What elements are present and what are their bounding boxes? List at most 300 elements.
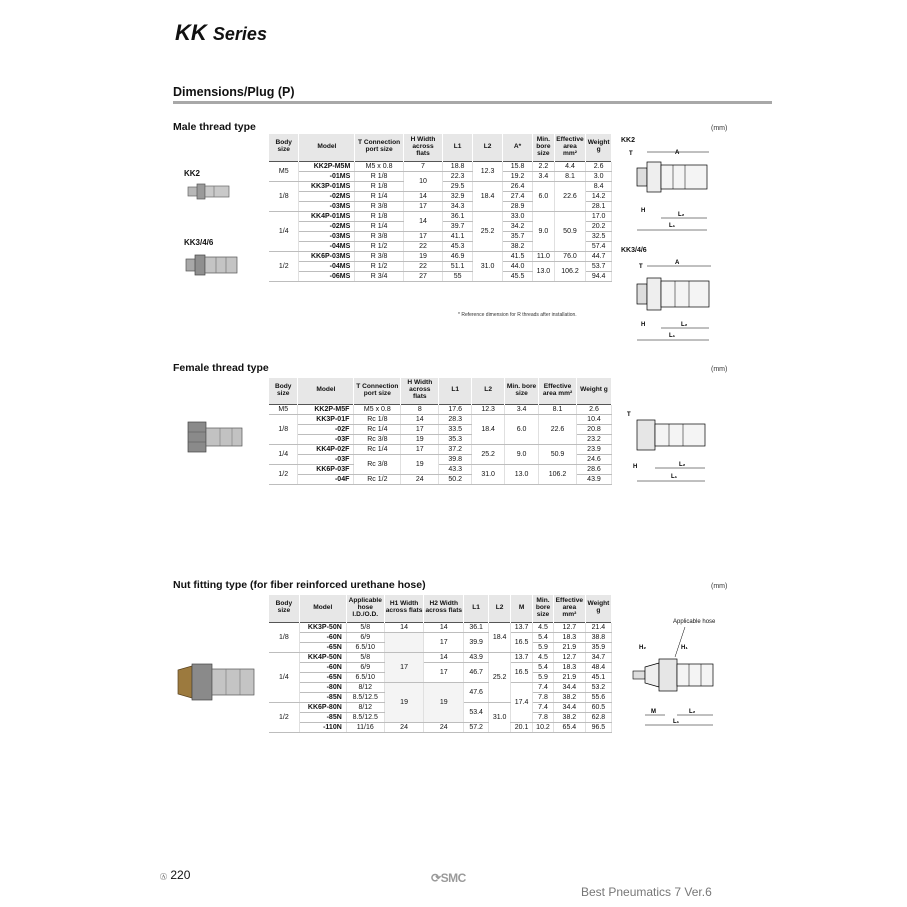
body-size: M5: [269, 404, 298, 414]
model-cell: -02MS: [299, 191, 355, 201]
cell: 33.5: [439, 424, 472, 434]
series-title: [175, 20, 267, 46]
model-cell: -02F: [298, 424, 354, 434]
cell: Rc 3/8: [354, 434, 401, 444]
body-size: 1/8: [269, 414, 298, 444]
table-row: [269, 464, 612, 474]
col-model: Model: [299, 595, 346, 622]
col-a: A*: [503, 134, 533, 161]
model-cell: -60N: [299, 662, 346, 672]
cell: 2.6: [576, 404, 611, 414]
cell: Rc 1/2: [354, 474, 401, 484]
body-size: M5: [269, 161, 299, 181]
cell: 27: [403, 271, 442, 281]
cell: 106.2: [539, 464, 577, 484]
page-number: [160, 868, 190, 882]
cell: 34.4: [553, 702, 585, 712]
cell: 17: [401, 424, 439, 434]
model-cell: KK6P-03MS: [299, 251, 355, 261]
cell: 17: [403, 231, 442, 241]
series-prefix: KK: [175, 20, 207, 45]
diagram-kk2-label: KK2: [621, 137, 636, 144]
col-width-flats: H Width across flats: [403, 134, 442, 161]
col-min-bore: Min. bore size: [505, 378, 539, 404]
cell: M5 x 0.8: [355, 161, 404, 171]
cell: 57.4: [586, 241, 612, 251]
cell: 17.0: [586, 211, 612, 221]
model-cell: KK3P-50N: [299, 622, 346, 632]
cell: 43.3: [439, 464, 472, 474]
cell: 96.5: [585, 722, 611, 732]
cell: 45.3: [443, 241, 473, 251]
cell: 7.8: [533, 692, 554, 702]
model-cell: -06MS: [299, 271, 355, 281]
cell: 16.5: [511, 662, 533, 682]
kk2-male-plug-photo: [184, 178, 234, 206]
cell: 38.8: [585, 632, 611, 642]
cell: 28.1: [586, 201, 612, 211]
cell: R 3/8: [355, 251, 404, 261]
female-dimension-diagram: [625, 408, 713, 486]
col-m: M: [511, 595, 533, 622]
svg-text:H: H: [641, 208, 646, 214]
cell: 19: [424, 682, 464, 722]
cell: 62.8: [585, 712, 611, 722]
cell: 94.4: [586, 271, 612, 281]
table-row: [269, 682, 612, 692]
cell: 17.6: [439, 404, 472, 414]
col-l1: L1: [439, 378, 472, 404]
model-cell: -01MS: [299, 171, 355, 181]
cell: 32.9: [443, 191, 473, 201]
cell: 8.1: [554, 171, 586, 181]
cell: 3.0: [586, 171, 612, 181]
series-suffix: Series: [212, 24, 267, 44]
cell: 11/16: [346, 722, 384, 732]
cell: 31.0: [473, 251, 503, 281]
cell: 13.7: [511, 652, 533, 662]
col-h1: H1 Width across flats: [384, 595, 424, 622]
cell: 24.6: [576, 454, 611, 464]
cell: 31.0: [489, 702, 511, 732]
cell: 36.1: [443, 211, 473, 221]
cell: 17.4: [511, 682, 533, 722]
cell: 9.0: [533, 211, 555, 251]
cell: 29.5: [443, 181, 473, 191]
cell: 4.5: [533, 652, 554, 662]
cell: 44.0: [503, 261, 533, 271]
table-row: [269, 622, 612, 632]
col-h2: H2 Width across flats: [424, 595, 464, 622]
nut-fitting-table: [269, 595, 612, 733]
table-row: [269, 722, 612, 732]
cell: 44.7: [586, 251, 612, 261]
brand-logo: [431, 871, 466, 885]
svg-text:L₂: L₂: [678, 212, 685, 218]
cell: 18.4: [472, 414, 505, 444]
cell: 13.0: [505, 464, 539, 484]
product-kk2-label: KK2: [184, 169, 201, 178]
cell: 32.5: [586, 231, 612, 241]
cell: 65.4: [553, 722, 585, 732]
cell: 45.1: [585, 672, 611, 682]
svg-text:L₁: L₁: [673, 719, 680, 725]
svg-text:M: M: [651, 709, 656, 715]
model-cell: -04F: [298, 474, 354, 484]
model-cell: -80N: [299, 682, 346, 692]
cell: 2.6: [586, 161, 612, 171]
cell: 25.2: [472, 444, 505, 464]
cell: 21.4: [585, 622, 611, 632]
applicable-hose-label: Applicable hose: [673, 619, 716, 625]
cell: 57.2: [464, 722, 489, 732]
cell: 7.4: [533, 702, 554, 712]
model-cell: -65N: [299, 672, 346, 682]
kk346-male-plug-photo: [184, 250, 242, 280]
cell: 9.0: [505, 444, 539, 464]
nut-dimension-diagram: [625, 627, 725, 727]
col-l2: L2: [489, 595, 511, 622]
cell: 76.0: [554, 251, 586, 261]
cell: 8/12: [346, 702, 384, 712]
col-weight: Weight g: [585, 595, 611, 622]
model-cell: -60N: [299, 632, 346, 642]
cell: 34.4: [553, 682, 585, 692]
cell: 10.4: [576, 414, 611, 424]
cell: 18.3: [553, 632, 585, 642]
cell: Rc 1/4: [354, 444, 401, 454]
cell: 6/9: [346, 662, 384, 672]
female-plug-photo: [186, 420, 246, 454]
col-l2: L2: [473, 134, 503, 161]
col-port-size: T Connection port size: [354, 378, 401, 404]
male-footnote: * Reference dimension for R threads after installation.: [458, 312, 577, 318]
table-row: [269, 404, 612, 414]
col-width-flats: H Width across flats: [401, 378, 439, 404]
body-size: 1/2: [269, 464, 298, 484]
cell: 38.2: [553, 712, 585, 722]
cell: 47.6: [464, 682, 489, 702]
col-port-size: T Connection port size: [355, 134, 404, 161]
section-rule: [173, 101, 772, 104]
cell: 51.1: [443, 261, 473, 271]
cell: 16.5: [511, 632, 533, 652]
model-cell: -03MS: [299, 201, 355, 211]
cell: 50.9: [554, 211, 586, 251]
cell: 12.3: [473, 161, 503, 181]
cell: R 1/8: [355, 171, 404, 181]
cell: 6/9: [346, 632, 384, 642]
cell: 55.6: [585, 692, 611, 702]
svg-text:H: H: [633, 464, 638, 470]
cell: 8/12: [346, 682, 384, 692]
col-min-bore: Min. bore size: [533, 134, 555, 161]
svg-text:L₂: L₂: [681, 322, 688, 328]
cell: 17: [384, 652, 424, 682]
svg-text:L₁: L₁: [671, 474, 678, 480]
cell: R 3/4: [355, 271, 404, 281]
cell: 24: [384, 722, 424, 732]
cell: 12.3: [472, 404, 505, 414]
col-effective-area: Effective area mm²: [539, 378, 577, 404]
model-cell: -03F: [298, 434, 354, 444]
cell: 20.1: [511, 722, 533, 732]
male-title: Male thread type: [173, 121, 256, 133]
cell: 20.8: [576, 424, 611, 434]
svg-text:H₂: H₂: [639, 645, 646, 651]
svg-text:T: T: [629, 151, 633, 157]
cell: 8.5/12.5: [346, 712, 384, 722]
model-cell: -85N: [299, 692, 346, 702]
cell: 10.2: [533, 722, 554, 732]
cell: 7.8: [533, 712, 554, 722]
svg-text:A: A: [675, 150, 680, 156]
cell: 19: [401, 434, 439, 444]
svg-text:L₁: L₁: [669, 223, 676, 229]
cell: R 3/8: [355, 231, 404, 241]
body-size: 1/8: [269, 622, 299, 652]
cell: 19: [384, 682, 424, 722]
cell: 53.4: [464, 702, 489, 722]
model-cell: -04MS: [299, 241, 355, 251]
cell: R 1/2: [355, 261, 404, 271]
cell: 25.2: [473, 211, 503, 251]
cell: 27.4: [503, 191, 533, 201]
table-row: [269, 652, 612, 662]
cell: 17: [401, 444, 439, 454]
cell: 46.9: [443, 251, 473, 261]
cell: 14.2: [586, 191, 612, 201]
cell: 14: [424, 622, 464, 632]
cell: 35.9: [585, 642, 611, 652]
table-row: [269, 662, 612, 672]
cell: 10: [403, 171, 442, 191]
svg-text:L₂: L₂: [679, 462, 686, 468]
cell: R 1/2: [355, 241, 404, 251]
cell: 20.2: [586, 221, 612, 231]
cell: 43.9: [464, 652, 489, 662]
col-weight: Weight g: [586, 134, 612, 161]
model-cell: -04MS: [299, 261, 355, 271]
cell: 3.4: [533, 171, 555, 181]
cell: Rc 3/8: [354, 454, 401, 474]
cell: 7.4: [533, 682, 554, 692]
col-weight: Weight g: [576, 378, 611, 404]
cell: R 1/4: [355, 191, 404, 201]
model-cell: -03F: [298, 454, 354, 464]
cell: 38.2: [553, 692, 585, 702]
cell: 24: [401, 474, 439, 484]
cell: 28.3: [439, 414, 472, 424]
kk2-dimension-diagram: [625, 146, 715, 236]
cell: R 1/4: [355, 221, 404, 231]
cell: 25.2: [489, 652, 511, 702]
cell: 14: [424, 652, 464, 662]
cell: 19.2: [503, 171, 533, 181]
cell: Rc 1/4: [354, 424, 401, 434]
cell: 6.0: [533, 181, 555, 211]
cell: 14: [384, 622, 424, 632]
model-cell: KK4P-50N: [299, 652, 346, 662]
model-cell: KK6P-03F: [298, 464, 354, 474]
cell: 2.2: [533, 161, 555, 171]
col-min-bore: Min. bore size: [533, 595, 554, 622]
col-body-size: Body size: [269, 595, 299, 622]
cell: 34.3: [443, 201, 473, 211]
cell: 24: [424, 722, 464, 732]
cell: 37.2: [439, 444, 472, 454]
cell: 14: [401, 414, 439, 424]
col-l2: L2: [472, 378, 505, 404]
diagram-kk346-label: KK3/4/6: [621, 247, 647, 254]
cell: 106.2: [554, 261, 586, 281]
cell: 17: [403, 201, 442, 211]
female-unit: (mm): [711, 366, 728, 373]
svg-text:H: H: [641, 322, 646, 328]
cell: 8.4: [586, 181, 612, 191]
cell: 5.9: [533, 642, 554, 652]
cell: 13.0: [533, 261, 555, 281]
cell: 11.0: [533, 251, 555, 261]
col-effective-area: Effective area mm²: [554, 134, 586, 161]
cell: 5.4: [533, 632, 554, 642]
model-cell: -65N: [299, 642, 346, 652]
male-thread-table: [269, 134, 612, 282]
table-row: [269, 171, 612, 181]
cell: 8.1: [539, 404, 577, 414]
svg-text:A: A: [675, 260, 680, 266]
cell: 5/8: [346, 622, 384, 632]
cell: 7: [403, 161, 442, 171]
cell: 53.7: [586, 261, 612, 271]
cell: 55: [443, 271, 473, 281]
model-cell: KK2P-M5F: [298, 404, 354, 414]
cell: 28.9: [503, 201, 533, 211]
svg-text:L₂: L₂: [689, 709, 696, 715]
cell: 18.8: [443, 161, 473, 171]
cell: 19: [401, 454, 439, 474]
model-cell: KK6P-80N: [299, 702, 346, 712]
model-cell: -110N: [299, 722, 346, 732]
cell: R 1/8: [355, 181, 404, 191]
table-row: [269, 261, 612, 271]
cell: 5/8: [346, 652, 384, 662]
col-model: Model: [299, 134, 355, 161]
table-row: [269, 251, 612, 261]
body-size: 1/4: [269, 211, 299, 251]
cell: 38.2: [503, 241, 533, 251]
model-cell: -03MS: [299, 231, 355, 241]
cell: 22.6: [554, 181, 586, 211]
cell: 43.9: [576, 474, 611, 484]
svg-text:H₁: H₁: [681, 645, 688, 651]
cell: 22: [403, 241, 442, 251]
col-effective-area: Effective area mm²: [553, 595, 585, 622]
cell: [384, 632, 424, 652]
female-thread-table: [269, 378, 612, 485]
col-applicable-hose: Applicable hose I.D./O.D.: [346, 595, 384, 622]
product-kk346-label: KK3/4/6: [184, 238, 214, 247]
cell: 6.5/10: [346, 672, 384, 682]
cell: 34.2: [503, 221, 533, 231]
nut-title: Nut fitting type (for fiber reinforced urethane hose): [173, 579, 426, 591]
cell: 31.0: [472, 464, 505, 484]
cell: 4.4: [554, 161, 586, 171]
body-size: 1/8: [269, 181, 299, 211]
model-cell: -85N: [299, 712, 346, 722]
male-unit: (mm): [711, 125, 728, 132]
cell: 6.5/10: [346, 642, 384, 652]
svg-text:T: T: [627, 412, 631, 418]
cell: 39.7: [443, 221, 473, 231]
cell: 33.0: [503, 211, 533, 221]
cell: 18.3: [553, 662, 585, 672]
brand-text: SMC: [440, 871, 466, 885]
body-size: 1/2: [269, 251, 299, 281]
cell: 41.5: [503, 251, 533, 261]
cell: 12.7: [553, 652, 585, 662]
model-cell: KK3P-01MS: [299, 181, 355, 191]
cell: 17: [424, 632, 464, 652]
cell: 41.1: [443, 231, 473, 241]
cell: 35.3: [439, 434, 472, 444]
cell: 50.2: [439, 474, 472, 484]
cell: 48.4: [585, 662, 611, 672]
cell: R 1/8: [355, 211, 404, 221]
model-cell: -02MS: [299, 221, 355, 231]
model-cell: KK4P-02F: [298, 444, 354, 454]
cell: 46.7: [464, 662, 489, 682]
cell: 35.7: [503, 231, 533, 241]
cell: R 3/8: [355, 201, 404, 211]
cell: 34.7: [585, 652, 611, 662]
cell: 8.5/12.5: [346, 692, 384, 702]
smc-logo-icon: ⟳: [431, 871, 441, 885]
cell: 21.9: [553, 642, 585, 652]
cell: 5.9: [533, 672, 554, 682]
section-title: Dimensions/Plug (P): [173, 85, 295, 99]
table-row: [269, 211, 612, 221]
cell: 15.8: [503, 161, 533, 171]
cell: 39.9: [464, 632, 489, 652]
cell: 22.3: [443, 171, 473, 181]
cell: 13.7: [511, 622, 533, 632]
cell: Rc 1/8: [354, 414, 401, 424]
cell: 18.4: [473, 181, 503, 211]
cell: 22.6: [539, 414, 577, 444]
cell: 23.2: [576, 434, 611, 444]
cell: 50.9: [539, 444, 577, 464]
cell: M5 x 0.8: [354, 404, 401, 414]
cell: 17: [424, 662, 464, 682]
cell: 14: [403, 211, 442, 231]
cell: 12.7: [553, 622, 585, 632]
col-body-size: Body size: [269, 134, 299, 161]
cell: 3.4: [505, 404, 539, 414]
cell: 28.6: [576, 464, 611, 474]
col-model: Model: [298, 378, 354, 404]
cell: 60.5: [585, 702, 611, 712]
svg-text:T: T: [639, 264, 643, 270]
body-size: 1/4: [269, 652, 299, 702]
model-cell: KK2P-M5M: [299, 161, 355, 171]
cell: 23.9: [576, 444, 611, 454]
page-number-text: 220: [170, 868, 191, 882]
model-cell: KK3P-01F: [298, 414, 354, 424]
cell: 8: [401, 404, 439, 414]
cell: 26.4: [503, 181, 533, 191]
page-marker-icon: Ⓐ: [160, 874, 167, 881]
